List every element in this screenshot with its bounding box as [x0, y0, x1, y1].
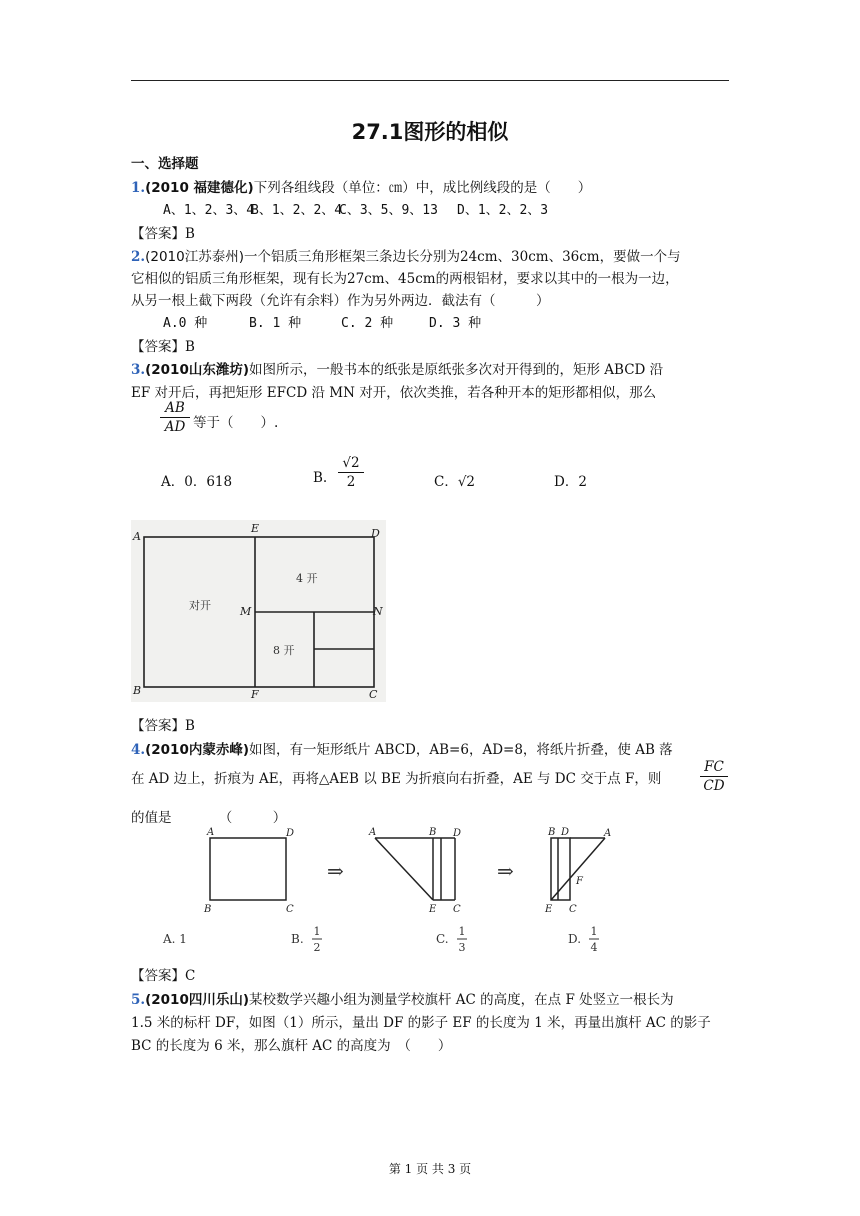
- fraction-denominator: 2: [313, 941, 321, 954]
- fraction-denominator: 4: [590, 941, 598, 954]
- question-text: 下列各组线段（单位：㎝）中，成比例线段的是（ ）: [253, 180, 592, 196]
- option-c: C. 2 种: [341, 316, 394, 331]
- label-A: A: [133, 530, 141, 543]
- question-number: 3.: [131, 362, 146, 378]
- label-C: C: [569, 904, 577, 915]
- question-number: 5.: [131, 992, 146, 1008]
- question-3: [131, 358, 663, 378]
- label-B: B: [133, 684, 142, 697]
- option-b: B.: [313, 470, 328, 486]
- label-C: C: [286, 904, 294, 915]
- question-text: 某校数学兴趣小组为测量学校旗杆 AC 的高度，在点 F 处竖立一根长为: [249, 992, 674, 1008]
- question-2-line-2: 它相似的铝质三角形框架，现有长为27cm、45cm的两根铝材，要求以其中的一根为一边，: [131, 271, 679, 287]
- section-heading: 一、选择题: [131, 156, 199, 172]
- question-text: 一个铝质三角形框架三条边长分别为24cm、30cm、36cm，要做一个与: [243, 249, 681, 265]
- label-C: C: [453, 904, 461, 915]
- question-source: (2010江苏泰州): [145, 249, 244, 265]
- option-b: B、1、2、2、4: [251, 203, 343, 218]
- label-D: D: [561, 827, 570, 838]
- fraction-numerator: 1: [458, 925, 466, 938]
- fraction-numerator: FC: [700, 759, 728, 777]
- label-A: A: [207, 827, 215, 838]
- fraction-denominator: AD: [164, 419, 186, 435]
- option-a: A. 1: [163, 932, 187, 946]
- fraction-numerator: AB: [160, 400, 190, 418]
- option-a: A．0．618: [161, 474, 233, 490]
- label-E: E: [545, 904, 553, 915]
- label-F: F: [251, 688, 259, 701]
- options-q1: [163, 199, 548, 218]
- option-a: A、1、2、3、4: [163, 203, 255, 218]
- question-3-line-2: EF 对开后，再把矩形 EFCD 沿 MN 对开，依次类推，若各种开本的矩形都相似，那么: [131, 385, 657, 401]
- label-B: B: [429, 827, 437, 838]
- question-number: 1.: [131, 180, 146, 196]
- label-A: A: [604, 828, 612, 839]
- option-d: D. 3 种: [429, 316, 482, 331]
- question-5: [131, 988, 674, 1008]
- fraction-denominator: CD: [703, 778, 725, 794]
- option-c: C.: [436, 932, 449, 946]
- label-M: M: [240, 605, 252, 618]
- label-B: B: [548, 827, 556, 838]
- page-footer: 第 1 页 共 3 页: [388, 1162, 472, 1176]
- label-F: F: [576, 876, 583, 887]
- question-5-line-2: 1.5 米的标杆 DF，如图（1）所示，量出 DF 的影子 EF 的长度为 1 米，再量出旗杆 AC 的影子: [131, 1015, 711, 1031]
- page-title: 27.1图形的相似: [351, 120, 509, 144]
- option-b: B.: [291, 932, 304, 946]
- options-q2: [163, 312, 481, 331]
- label-N: N: [373, 605, 383, 618]
- fraction-fc-cd: [700, 759, 728, 794]
- option-d: D．2: [554, 474, 587, 490]
- option-d: D、1、2、2、3: [457, 203, 549, 218]
- arrow-right-icon: ⇒: [327, 859, 344, 883]
- label-E: E: [251, 522, 260, 535]
- fraction-denominator: 2: [346, 474, 356, 490]
- label-eight-kai: 8 开: [273, 644, 295, 657]
- fraction-denominator: 3: [458, 941, 466, 954]
- option-b-fraction: [338, 455, 364, 490]
- label-D: D: [286, 828, 295, 839]
- question-4-line-3: 的值是 （ ）: [131, 810, 287, 826]
- folding-steps-figure: [131, 822, 659, 956]
- question-source: (2010山东潍坊): [145, 362, 250, 378]
- question-source: (2010四川乐山): [145, 992, 250, 1008]
- question-number: 4.: [131, 742, 146, 758]
- question-number: 2.: [131, 249, 146, 265]
- header-rule: [131, 80, 729, 81]
- question-3-line-3: 等于（ ）.: [193, 415, 279, 431]
- option-a: A.0 种: [163, 316, 208, 331]
- question-4: [131, 738, 673, 758]
- option-c: C、3、5、9、13: [339, 203, 438, 218]
- label-A: A: [369, 827, 377, 838]
- question-text: 如图，有一矩形纸片 ABCD，AB=6，AD=8，将纸片折叠，使 AB 落: [249, 742, 673, 758]
- answer-q2: 【答案】B: [131, 339, 195, 355]
- label-four-kai: 4 开: [296, 572, 318, 585]
- fraction-numerator: 1: [590, 925, 598, 938]
- option-b: B. 1 种: [249, 316, 302, 331]
- question-2: [131, 245, 681, 265]
- paper-folding-figure: [131, 520, 386, 702]
- question-5-line-3: BC 的长度为 6 米，那么旗杆 AC 的高度为 （ ）: [131, 1038, 452, 1054]
- fraction-ab-ad: [160, 400, 190, 435]
- question-text: 如图所示，一般书本的纸张是原纸张多次对开得到的，矩形 ABCD 沿: [249, 362, 664, 378]
- question-1: [131, 176, 591, 196]
- label-B: B: [204, 904, 212, 915]
- label-C: C: [369, 688, 378, 701]
- fraction-numerator: √2: [338, 455, 364, 473]
- answer-q3: 【答案】B: [131, 718, 195, 734]
- label-D: D: [453, 828, 462, 839]
- label-dui-kai: 对开: [189, 599, 211, 612]
- question-2-line-3: 从另一根上截下两段（允许有余料）作为另外两边．截法有（ ）: [131, 293, 550, 309]
- fraction-numerator: 1: [313, 925, 321, 938]
- label-D: D: [371, 527, 380, 540]
- question-4-line-2: 在 AD 边上，折痕为 AE，再将△AEB 以 BE 为折痕向右折叠，AE 与 DC 交于点 F，则: [131, 771, 662, 787]
- arrow-right-icon: ⇒: [497, 859, 514, 883]
- question-source: (2010 福建德化): [145, 180, 254, 196]
- option-d: D.: [568, 932, 582, 946]
- label-E: E: [429, 904, 437, 915]
- answer-q4: 【答案】C: [131, 968, 196, 984]
- option-c: C．√2: [434, 474, 476, 490]
- answer-q1: 【答案】B: [131, 226, 195, 242]
- question-source: (2010内蒙赤峰): [145, 742, 250, 758]
